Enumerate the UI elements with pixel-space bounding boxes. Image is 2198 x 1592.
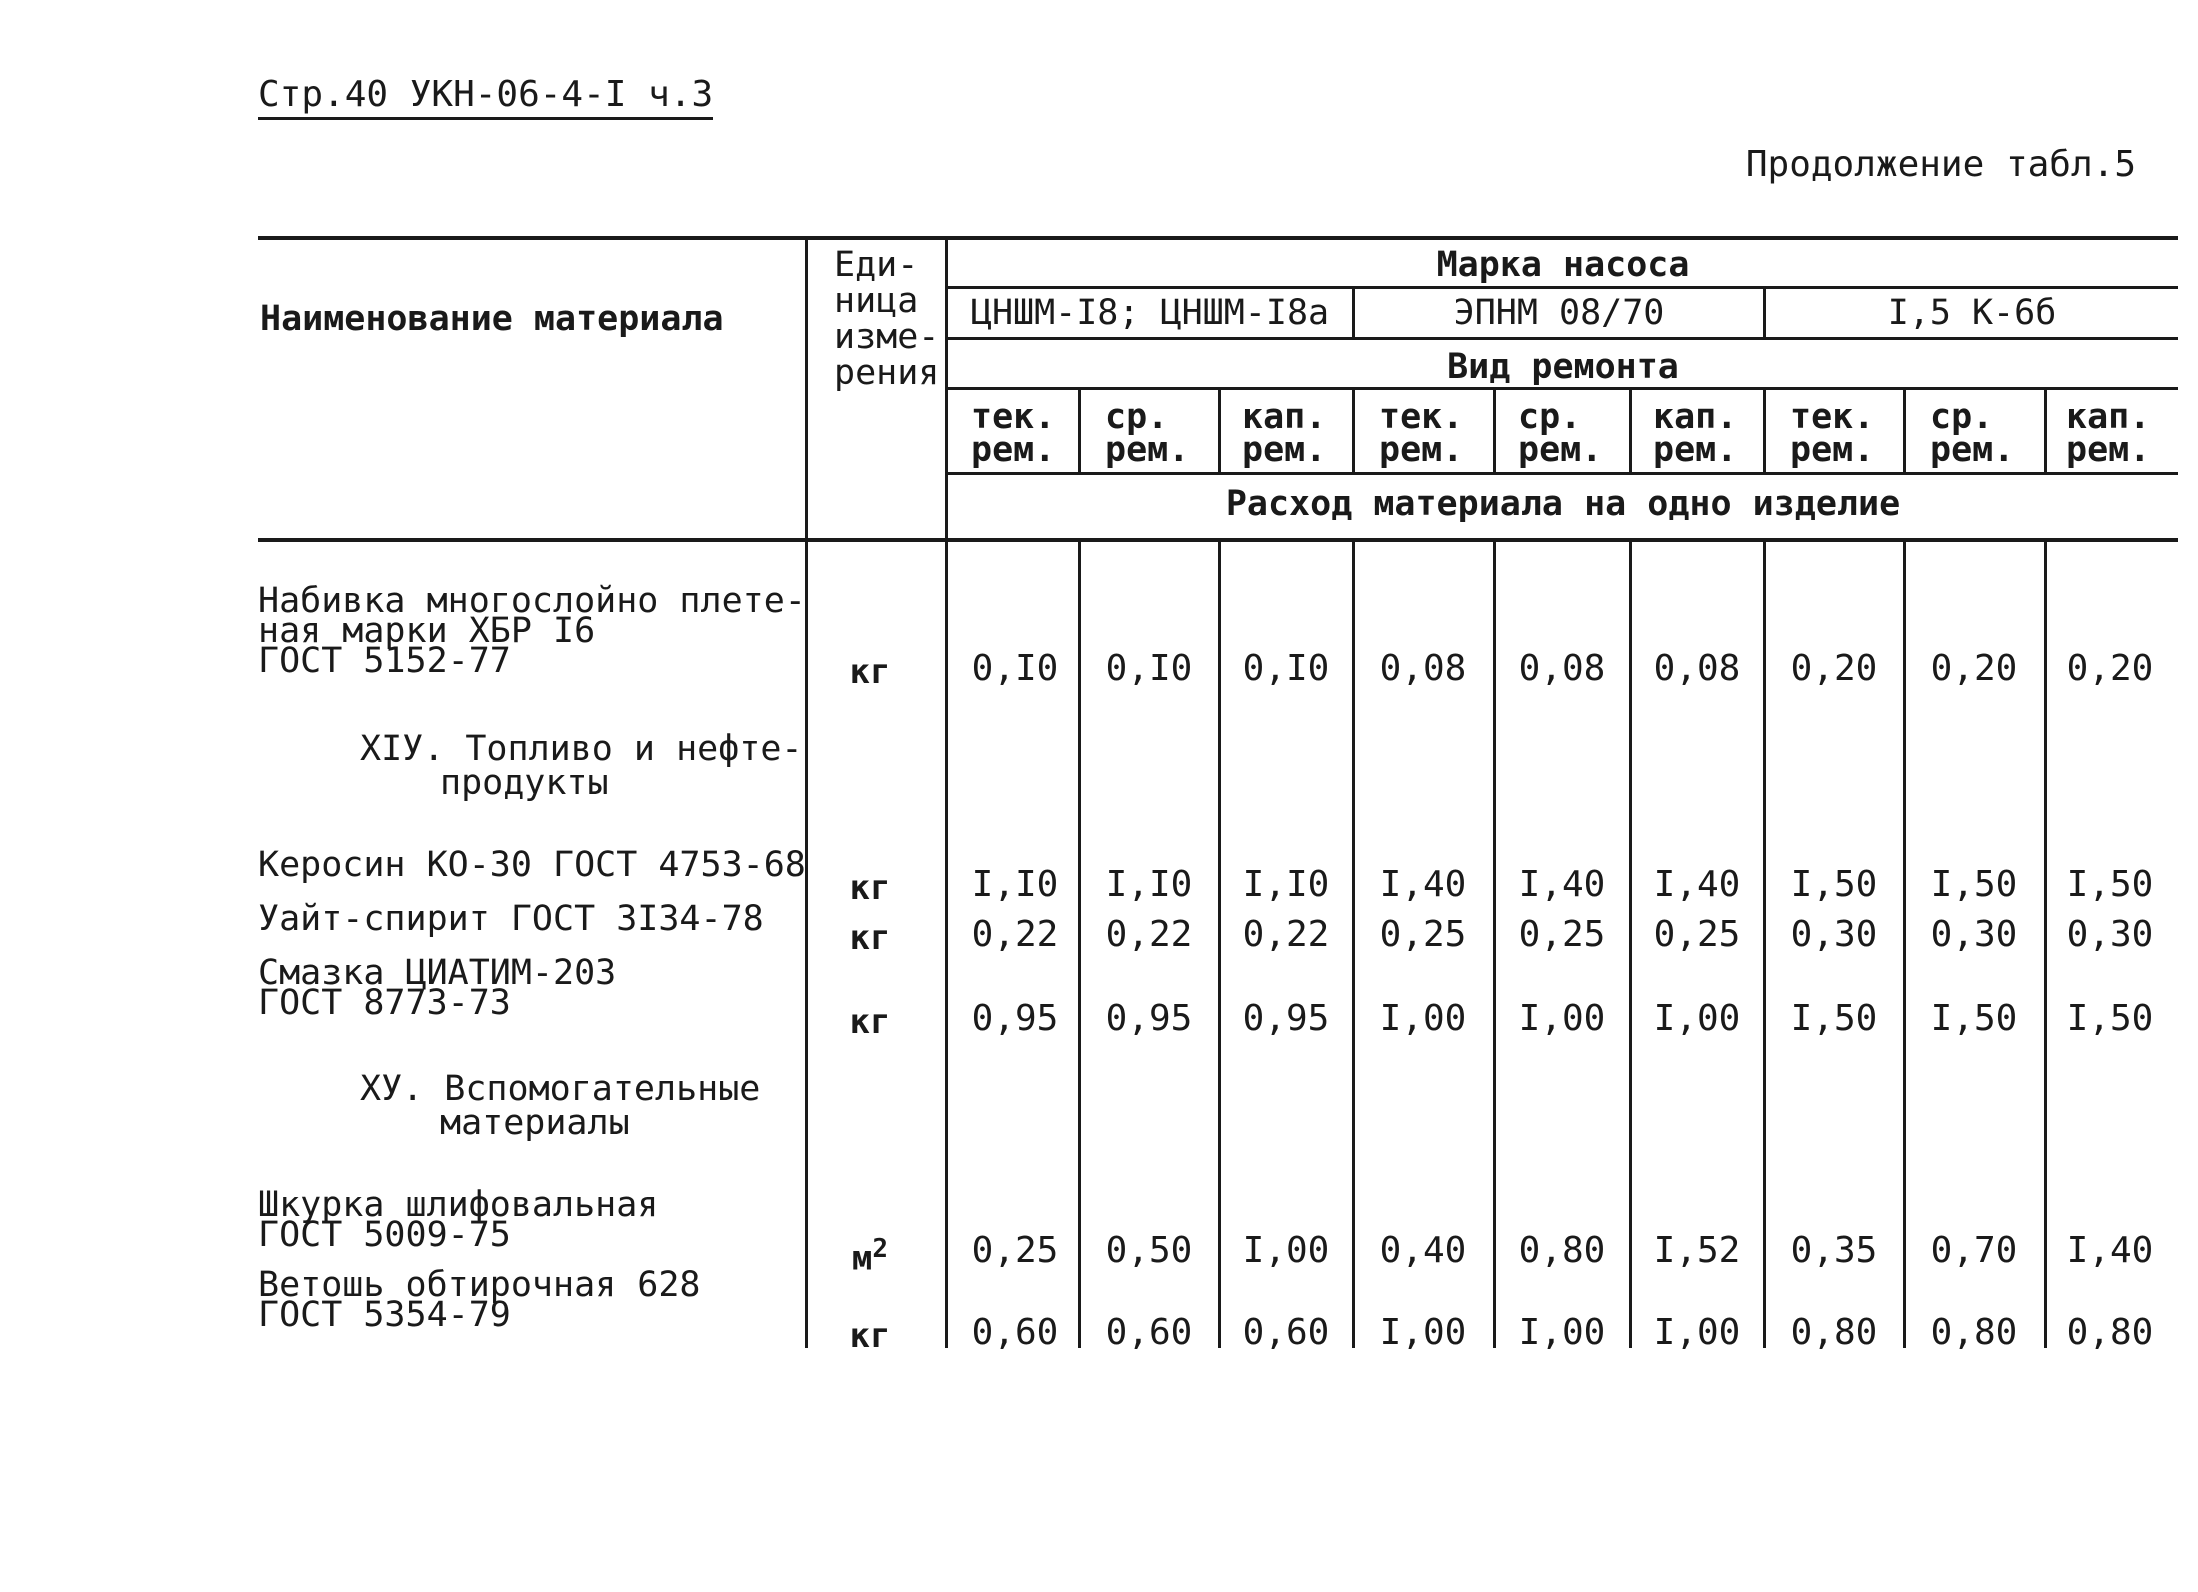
- repair-divider-2: [1218, 389, 1221, 473]
- repair-divider-7: [1903, 389, 1906, 473]
- consumption-value: 0,22: [1105, 914, 1193, 955]
- consumption-value: I,I0: [971, 864, 1059, 905]
- consumption-value: 0,80: [2066, 1312, 2154, 1353]
- consumption-value: 0,25: [1518, 914, 1606, 955]
- repair-cols-rule: [948, 387, 2178, 390]
- repair-col-header: кап.: [2066, 397, 2151, 437]
- material-name: ГОСТ 8773-73: [258, 983, 511, 1023]
- consumption-value: I,I0: [1105, 864, 1193, 905]
- consumption-value: I,50: [1790, 864, 1878, 905]
- material-name: Керосин КО-30 ГОСТ 4753-68: [258, 845, 806, 885]
- pump-name: I,5 К-6б: [1887, 293, 2057, 333]
- material-unit: кг: [849, 868, 891, 908]
- pump-name: ЭПНМ 08/70: [1453, 293, 1665, 333]
- table-continuation-label: Продолжение табл.5: [1745, 144, 2136, 185]
- consumption-value: 0,30: [1930, 914, 2018, 955]
- consumption-value: I,50: [2066, 998, 2154, 1039]
- unit-header-line: рения: [834, 353, 940, 393]
- consumption-value: 0,60: [1105, 1312, 1193, 1353]
- consumption-value: 0,25: [971, 1230, 1059, 1271]
- repair-divider-4: [1493, 389, 1496, 473]
- section-heading: ХУ. Вспомогательные: [360, 1069, 761, 1109]
- repair-col-header: ср.: [1518, 397, 1582, 437]
- consumption-value: 0,08: [1379, 648, 1467, 689]
- consumption-value: 0,95: [1105, 998, 1193, 1039]
- body-divider-2: [1218, 540, 1221, 1348]
- repair-col-header: тек.: [1379, 397, 1464, 437]
- repair-divider-3: [1352, 389, 1355, 473]
- consumption-value: 0,80: [1930, 1312, 2018, 1353]
- consumption-value: 0,20: [1930, 648, 2018, 689]
- table-top-rule: [258, 236, 2178, 240]
- section-heading: продукты: [440, 763, 609, 803]
- repair-col-header: кап.: [1242, 397, 1327, 437]
- repair-col-header: ср.: [1105, 397, 1169, 437]
- consumption-value: I,52: [1653, 1230, 1741, 1271]
- consumption-value: I,00: [1379, 998, 1467, 1039]
- consumption-value: 0,35: [1790, 1230, 1878, 1271]
- repair-col-header: рем.: [1518, 430, 1603, 470]
- material-name: Набивка многослойно плете-: [258, 581, 806, 621]
- unit-header-line: изме-: [834, 317, 940, 357]
- consumption-value: 0,60: [1242, 1312, 1330, 1353]
- repair-col-header: кап.: [1653, 397, 1738, 437]
- material-name: Ветошь обтирочная 628: [258, 1265, 701, 1305]
- repair-col-header: тек.: [1790, 397, 1875, 437]
- repair-type-header: Вид ремонта: [1447, 347, 1679, 387]
- consumption-header: Расход материала на одно изделие: [1225, 484, 1901, 524]
- consumption-value: 0,08: [1653, 648, 1741, 689]
- pump-brand-header: Марка насоса: [1436, 245, 1690, 285]
- consumption-value: 0,70: [1930, 1230, 2018, 1271]
- consumption-rule: [948, 472, 2178, 475]
- section-heading: материалы: [440, 1103, 630, 1143]
- consumption-value: 0,80: [1518, 1230, 1606, 1271]
- body-divider-3: [1352, 540, 1355, 1348]
- consumption-value: I,50: [1930, 998, 2018, 1039]
- consumption-value: 0,60: [971, 1312, 1059, 1353]
- consumption-value: 0,95: [971, 998, 1059, 1039]
- body-divider-4: [1493, 540, 1496, 1348]
- material-name: ГОСТ 5354-79: [258, 1295, 511, 1335]
- consumption-value: I,40: [2066, 1230, 2154, 1271]
- repair-divider-8: [2044, 389, 2047, 473]
- body-divider-5: [1629, 540, 1632, 1348]
- consumption-value: 0,I0: [971, 648, 1059, 689]
- consumption-value: 0,95: [1242, 998, 1330, 1039]
- unit-header-line: ница: [834, 281, 919, 321]
- repair-col-header: тек.: [971, 397, 1056, 437]
- consumption-value: I,00: [1242, 1230, 1330, 1271]
- page-reference: Стр.40 УКН-06-4-I ч.3: [258, 74, 713, 120]
- consumption-value: I,00: [1379, 1312, 1467, 1353]
- consumption-value: I,50: [1930, 864, 2018, 905]
- body-divider-8: [2044, 540, 2047, 1348]
- material-unit: кг: [849, 1002, 891, 1042]
- material-name: ГОСТ 5009-75: [258, 1215, 511, 1255]
- consumption-value: 0,25: [1379, 914, 1467, 955]
- consumption-value: I,00: [1518, 998, 1606, 1039]
- consumption-value: 0,20: [2066, 648, 2154, 689]
- repair-col-header: рем.: [971, 430, 1056, 470]
- consumption-value: I,40: [1518, 864, 1606, 905]
- repair-col-header: рем.: [1379, 430, 1464, 470]
- pump-row-rule: [948, 286, 2178, 289]
- consumption-value: 0,50: [1105, 1230, 1193, 1271]
- repair-col-header: рем.: [1930, 430, 2015, 470]
- consumption-value: 0,40: [1379, 1230, 1467, 1271]
- body-divider-1: [1078, 540, 1081, 1348]
- material-name: ГОСТ 5152-77: [258, 641, 511, 681]
- consumption-value: I,50: [1790, 998, 1878, 1039]
- repair-col-header: рем.: [1790, 430, 1875, 470]
- consumption-value: 0,08: [1518, 648, 1606, 689]
- repair-type-rule: [948, 337, 2178, 340]
- section-heading: XIУ. Топливо и нефте-: [360, 729, 803, 769]
- consumption-value: 0,25: [1653, 914, 1741, 955]
- consumption-value: I,00: [1518, 1312, 1606, 1353]
- material-unit: кг: [849, 918, 891, 958]
- repair-divider-1: [1078, 389, 1081, 473]
- consumption-value: I,I0: [1242, 864, 1330, 905]
- material-column-header: Наименование материала: [260, 299, 724, 339]
- consumption-value: 0,20: [1790, 648, 1878, 689]
- repair-col-header: ср.: [1930, 397, 1994, 437]
- consumption-value: 0,I0: [1242, 648, 1330, 689]
- repair-col-header: рем.: [1105, 430, 1190, 470]
- repair-col-header: рем.: [2066, 430, 2151, 470]
- consumption-value: 0,22: [971, 914, 1059, 955]
- consumption-value: 0,80: [1790, 1312, 1878, 1353]
- material-name: Уайт-спирит ГОСТ 3I34-78: [258, 899, 764, 939]
- body-divider-7: [1903, 540, 1906, 1348]
- col-divider-material: [805, 238, 808, 1348]
- repair-col-header: рем.: [1242, 430, 1327, 470]
- consumption-value: 0,22: [1242, 914, 1330, 955]
- consumption-value: I,00: [1653, 998, 1741, 1039]
- unit-superscript: 2: [872, 1234, 889, 1264]
- material-unit: кг: [849, 1316, 891, 1356]
- consumption-value: 0,30: [2066, 914, 2154, 955]
- consumption-value: I,40: [1379, 864, 1467, 905]
- consumption-value: 0,I0: [1105, 648, 1193, 689]
- col-divider-unit: [945, 238, 948, 1348]
- material-name: Шкурка шлифовальная: [258, 1185, 659, 1225]
- consumption-value: I,50: [2066, 864, 2154, 905]
- material-unit: $м^2$: [851, 1234, 889, 1279]
- pump-name: ЦНШМ-I8; ЦНШМ-I8а: [970, 293, 1330, 333]
- body-divider-6: [1763, 540, 1766, 1348]
- repair-divider-6: [1763, 389, 1766, 473]
- repair-col-header: рем.: [1653, 430, 1738, 470]
- consumption-value: I,00: [1653, 1312, 1741, 1353]
- consumption-value: I,40: [1653, 864, 1741, 905]
- material-name: ная марки ХБР I6: [258, 611, 596, 651]
- material-name: Смазка ЦИАТИМ-203: [258, 953, 617, 993]
- consumption-value: 0,30: [1790, 914, 1878, 955]
- unit-header-line: Еди-: [834, 245, 919, 285]
- repair-divider-5: [1629, 389, 1632, 473]
- material-unit: кг: [849, 652, 891, 692]
